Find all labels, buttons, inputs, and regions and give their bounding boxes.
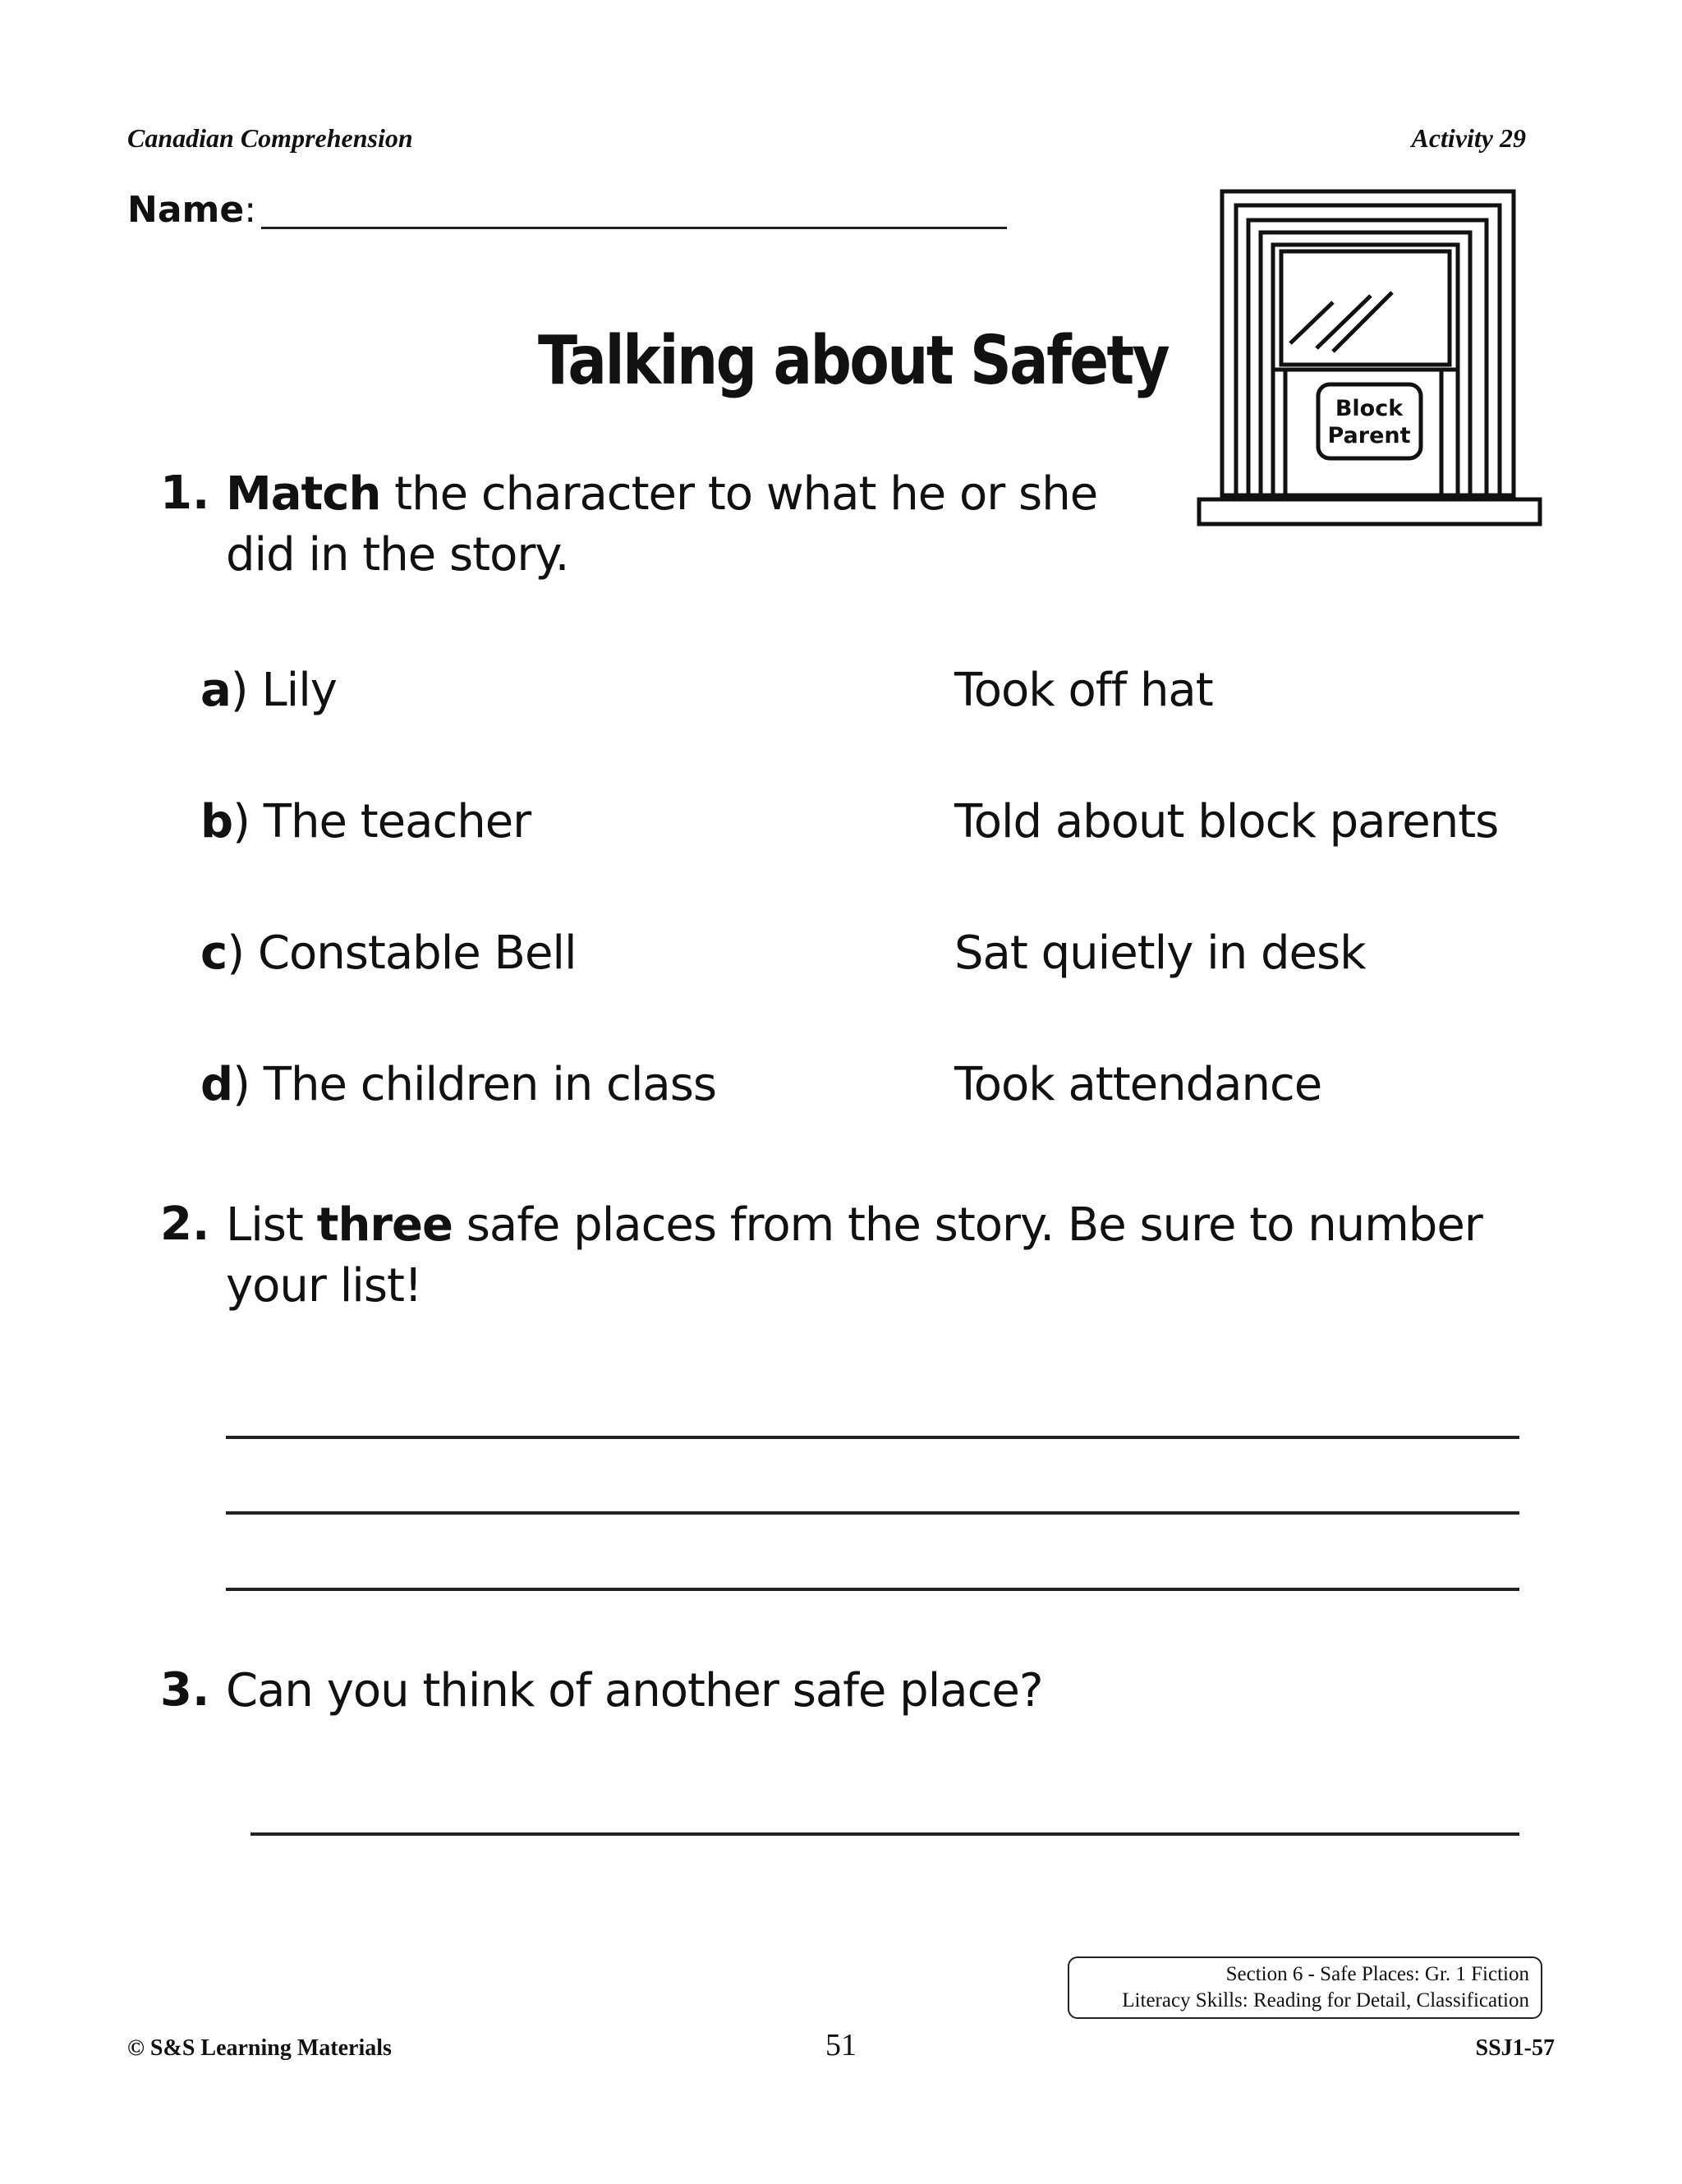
sign-line-parent: Parent — [1327, 423, 1411, 448]
curriculum-skills: Literacy Skills: Reading for Detail, Classification — [1122, 1989, 1529, 2012]
name-field-label — [127, 189, 256, 231]
match-letter: a — [200, 664, 231, 717]
name-label: Name — [127, 189, 245, 231]
match-action-2: Told about block parents — [954, 795, 1499, 848]
q3-number: 3. — [160, 1663, 210, 1717]
match-character-d — [200, 1058, 716, 1111]
q2-answer-line-2[interactable] — [226, 1511, 1519, 1515]
match-paren: ) — [230, 664, 248, 717]
q2-text: safe places from the story. Be sure to number your list! — [226, 1198, 1482, 1313]
sign-line-block: Block — [1335, 396, 1404, 421]
name-colon: : — [244, 189, 257, 231]
curriculum-section: Section 6 - Safe Places: Gr. 1 Fiction — [1225, 1963, 1529, 1985]
q2-number: 2. — [160, 1198, 210, 1251]
block-parent-window-icon — [1195, 187, 1544, 531]
match-action-4: Took attendance — [954, 1058, 1322, 1111]
copyright-notice: © S&S Learning Materials — [127, 2035, 392, 2061]
match-letter: d — [200, 1058, 233, 1111]
match-letter: c — [200, 926, 227, 980]
q2-prompt — [226, 1195, 1556, 1317]
q2-bold-word: three — [316, 1198, 453, 1252]
page-number: 51 — [825, 2028, 857, 2062]
match-character-c — [200, 926, 577, 980]
q3-prompt: Can you think of another safe place? — [226, 1664, 1043, 1717]
page-title: Talking about Safety — [538, 322, 1169, 400]
match-action-1: Took off hat — [954, 664, 1213, 717]
character-name: Constable Bell — [257, 926, 577, 980]
match-character-a — [200, 664, 337, 717]
curriculum-info-box — [1068, 1956, 1542, 2019]
name-answer-line[interactable] — [261, 227, 1007, 229]
q1-prompt — [226, 464, 1179, 586]
q2-answer-line-3[interactable] — [226, 1588, 1519, 1591]
match-paren: ) — [232, 1058, 250, 1111]
character-name: The children in class — [263, 1058, 717, 1111]
q1-text: the character to what he or she did in the story. — [226, 467, 1098, 582]
match-action-3: Sat quietly in desk — [954, 926, 1366, 980]
product-code: SSJ1-57 — [1475, 2035, 1555, 2061]
character-name: Lily — [261, 664, 337, 717]
q1-number: 1. — [160, 467, 210, 520]
match-character-b — [200, 795, 531, 848]
character-name: The teacher — [263, 795, 531, 848]
q3-answer-line[interactable] — [250, 1832, 1519, 1836]
q2-answer-line-1[interactable] — [226, 1436, 1519, 1439]
q2-text-pre: List — [226, 1198, 317, 1252]
match-paren: ) — [232, 795, 250, 848]
match-paren: ) — [227, 926, 245, 980]
header-activity-label: Activity 29 — [1411, 123, 1526, 153]
q1-bold-word: Match — [226, 467, 381, 521]
match-letter: b — [200, 795, 233, 848]
header-series-title: Canadian Comprehension — [127, 123, 413, 153]
